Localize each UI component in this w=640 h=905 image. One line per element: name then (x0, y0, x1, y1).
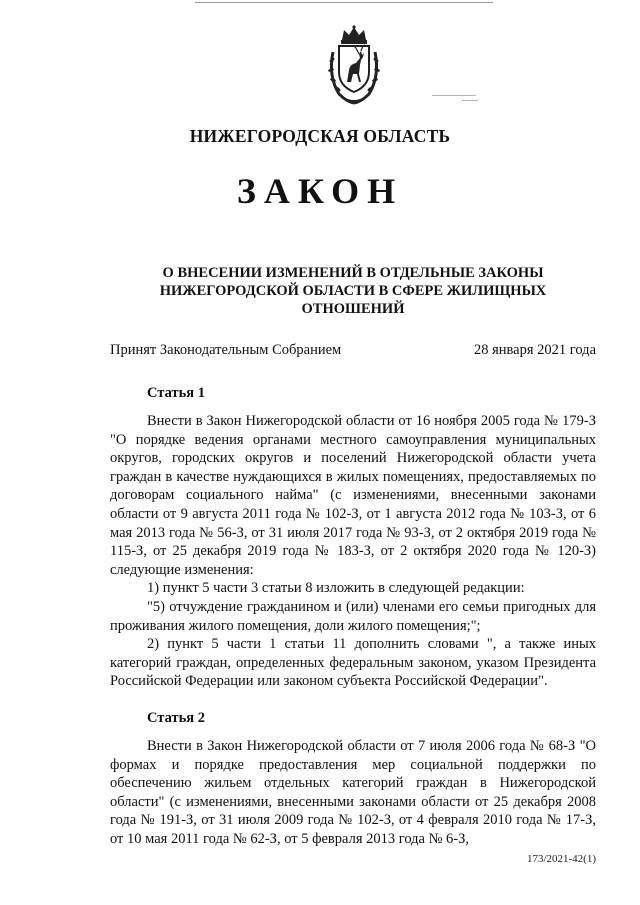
article-2-heading: Статья 2 (147, 710, 205, 726)
law-title (0, 264, 640, 318)
article-1-paragraph: 1) пункт 5 части 3 статьи 8 изложить в следующей редакции: (147, 580, 525, 597)
document-code: 173/2021-42(1) (526, 853, 596, 865)
article-1-paragraph: 2) пункт 5 части 1 статьи 11 дополнить словами ", а также иных категорий граждан, определенных федеральным законом, указом Президента Российской Федерации или законом субъекта Российской Федерации". (110, 636, 596, 690)
adopted-by: Принят Законодательным Собранием (110, 342, 342, 358)
article-1-paragraph: Внести в Закон Нижегородской области от 16 ноября 2005 года № 179-З "О порядке ведения органами местного самоуправления муниципальных округов, городских округов и поселений Нижегородской области учета граждан в качестве нуждающихся в жилых помещениях, предоставляемых по договорам социального найма" (с изменениями, внесенными законами области от 9 августа 2011 года № 102-З, от 1 августа 2012 года № 103-З, от 6 мая 2013 года № 56-З, от 31 июля 2017 года № 93-З, от 2 октября 2019 года № 115-З, от 25 декабря 2019 года № 183-З, от 2 октября 2020 года № 120-З) следующие изменения: (110, 413, 596, 578)
region-name: НИЖЕГОРОДСКАЯ ОБЛАСТЬ (189, 126, 451, 146)
adoption-line (110, 342, 596, 359)
law-title-line: ОТНОШЕНИЙ (301, 301, 405, 317)
scan-edge-line (195, 2, 493, 3)
article-2-paragraph: Внести в Закон Нижегородской области от 7 июля 2006 года № 68-З "О формах и порядке предоставления мер социальной поддержки по обеспечению жильем отдельных категорий граждан в Нижегородской области" (с изменениями, внесенными законами области от 25 декабря 2008 года № 191-З, от 31 июля 2009 года № 102-З, от 4 февраля 2010 года № 17-З, от 10 мая 2011 года № 62-З, от 5 февраля 2013 года № 6-З, (110, 738, 596, 847)
coat-of-arms-icon (325, 24, 383, 106)
adopted-date: 28 января 2021 года (473, 342, 596, 358)
law-title-line: О ВНЕСЕНИИ ИЗМЕНЕНИЙ В ОТДЕЛЬНЫЕ ЗАКОНЫ (162, 265, 544, 281)
document-type-heading: ЗАКОН (236, 171, 404, 211)
law-title-line: НИЖЕГОРОДСКОЙ ОБЛАСТИ В СФЕРЕ ЖИЛИЩНЫХ (159, 283, 547, 299)
article-2-body (110, 737, 596, 849)
scan-mark (462, 100, 478, 101)
article-1-body (110, 412, 596, 691)
article-1-heading: Статья 1 (147, 385, 205, 401)
scan-mark (432, 95, 476, 96)
article-1-paragraph: "5) отчуждение гражданином и (или) членами его семьи пригодных для проживания жилого помещения, доли жилого помещения;"; (110, 598, 596, 634)
